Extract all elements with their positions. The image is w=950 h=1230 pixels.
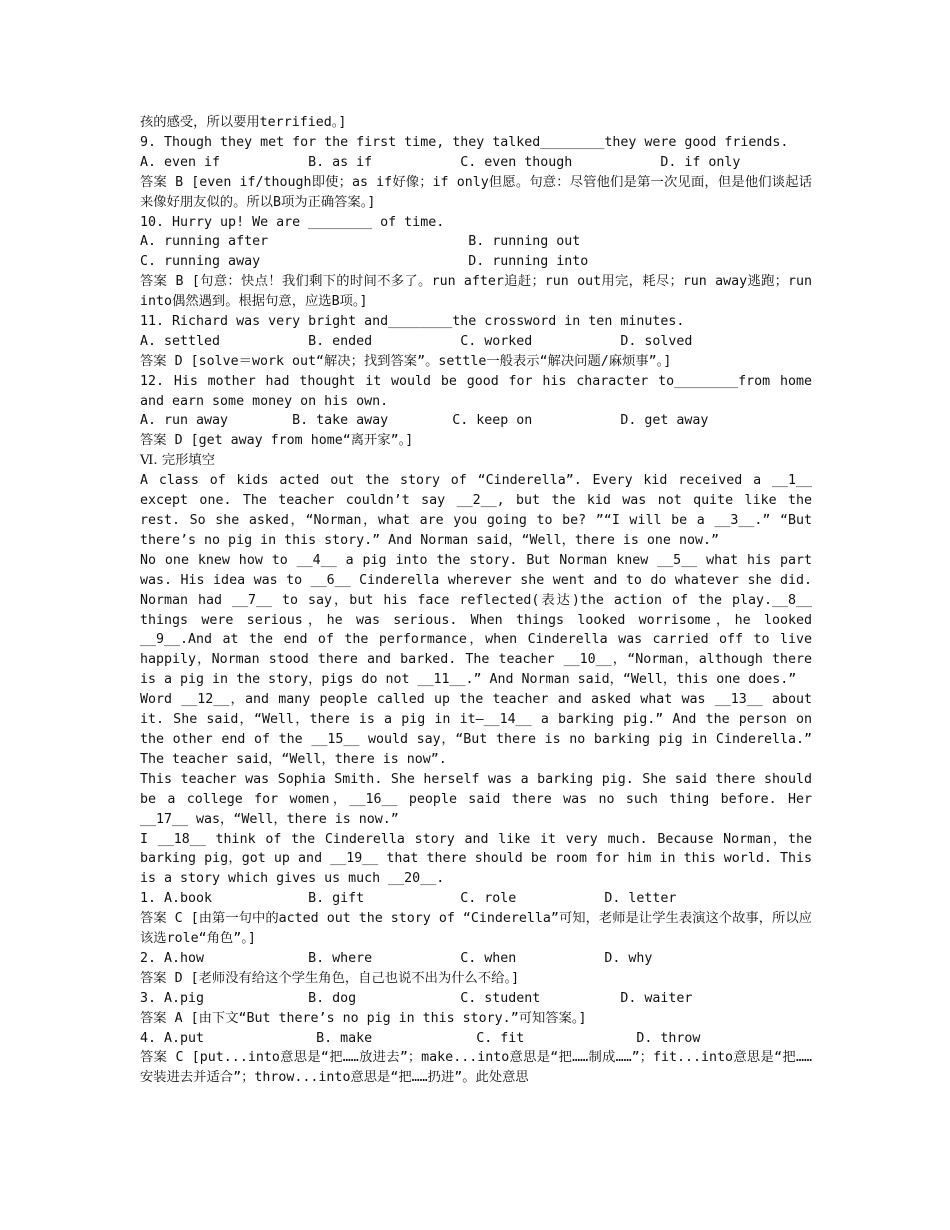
cloze-item-4-options: 4. A.put B. make C. fit D. throw (140, 1030, 701, 1046)
cloze-paragraph: This teacher was Sophia Smith. She herself was a barking pig. She said there should be a college for women，__16__ people said there was no such thing before. Her __17__ was，“Well，there is now.” (140, 771, 812, 827)
question-10-options-row1: A. running after B. running out (140, 234, 581, 250)
question-9-answer: 答案 B [even if/though即使；as if好像；if only但愿。句意：尽管他们是第一次见面，但是他们谈起话来像好朋友似的。所以B项为正确答案。] (140, 174, 812, 210)
cloze-item-3-answer: 答案 A [由下文“But there’s no pig in this story.”可知答案。] (140, 1010, 587, 1026)
cloze-item-2-answer: 答案 D [老师没有给这个学生角色，自己也说不出为什么不给。] (140, 970, 520, 986)
cloze-paragraph: I __18__ think of the Cinderella story and like it very much. Because Norman，the barking pig，got up and __19__ that there should be room for him in this world. This is a story which gives us much __20__. (140, 831, 812, 887)
question-12-stem: 12. His mother had thought it would be good for his character to________from home and earn some money on his own. (140, 373, 812, 409)
question-9-options: A. even if B. as if C. even though D. if only (140, 154, 741, 170)
question-10-answer: 答案 B [句意：快点！我们剩下的时间不多了。run after追赶；run out用完，耗尽；run away逃跑；run into偶然遇到。根据句意，应选B项。] (140, 274, 812, 310)
question-11-stem: 11. Richard was very bright and________the crossword in ten minutes. (140, 313, 685, 329)
cloze-paragraph: Word __12__，and many people called up the teacher and asked what was __13__ about it. She said，“Well，there is a pig in it—__14__ a barking pig.” And the person on the other end of the __15__ would say，“But there is no barking pig in Cinderella.” The teacher said，“Well，there is now”. (140, 692, 812, 767)
previous-answer-tail: 孩的感受，所以要用terrified。] (140, 115, 347, 130)
cloze-item-1-options: 1. A.book B. gift C. role D. letter (140, 891, 677, 907)
question-11-answer: 答案 D [solve＝work out“解决；找到答案”。settle一般表示“解决问题/麻烦事”。] (140, 353, 672, 369)
question-10-options-row2: C. running away D. running into (140, 254, 589, 270)
section-heading-cloze: Ⅵ. 完形填空 (140, 453, 216, 469)
question-9-stem: 9. Though they met for the first time, they talked________they were good friends. (140, 134, 789, 150)
question-12-answer: 答案 D [get away from home“离开家”。] (140, 433, 414, 449)
document-page (140, 113, 812, 1088)
question-10-stem: 10. Hurry up! We are ________ of time. (140, 214, 445, 230)
cloze-paragraph: No one knew how to __4__ a pig into the story. But Norman knew __5__ what his part was. His idea was to __6__ Cinderella wherever she went and to do whatever she did. Norman had __7__ to say，but his face reflected(表达)the action of the play.__8__ things were serious，he was serious. When things looked worrisome，he looked __9__.And at the end of the performance，when Cinderella was carried off to live happily，Norman stood there and barked. The teacher __10__，“Norman，although there is a pig in the story，pigs do not __11__.” And Norman said，“Well，this one does.” (140, 552, 812, 688)
cloze-item-4-answer: 答案 C [put...into意思是“把……放进去”；make...into意思是“把……制成……”；fit...into意思是“把……安装进去并适合”；throw...into意思是“把……扔进”。此处意思 (140, 1050, 812, 1086)
cloze-item-2-options: 2. A.how B. where C. when D. why (140, 950, 653, 966)
cloze-item-3-options: 3. A.pig B. dog C. student D. waiter (140, 990, 693, 1006)
question-12-options: A. run away B. take away C. keep on D. get away (140, 413, 709, 429)
cloze-paragraph: A class of kids acted out the story of “Cinderella”. Every kid received a __1__ except one. The teacher couldn’t say __2__, but the kid was not quite like the rest. So she asked，“Norman，what are you going to be? ”“I will be a __3__.” “But there’s no pig in this story.” And Norman said，“Well，there is one now.” (140, 473, 812, 548)
cloze-item-1-answer: 答案 C [由第一句中的acted out the story of “Cinderella”可知，老师是让学生表演这个故事，所以应该选role“角色”。] (140, 911, 812, 947)
question-11-options: A. settled B. ended C. worked D. solved (140, 333, 693, 349)
